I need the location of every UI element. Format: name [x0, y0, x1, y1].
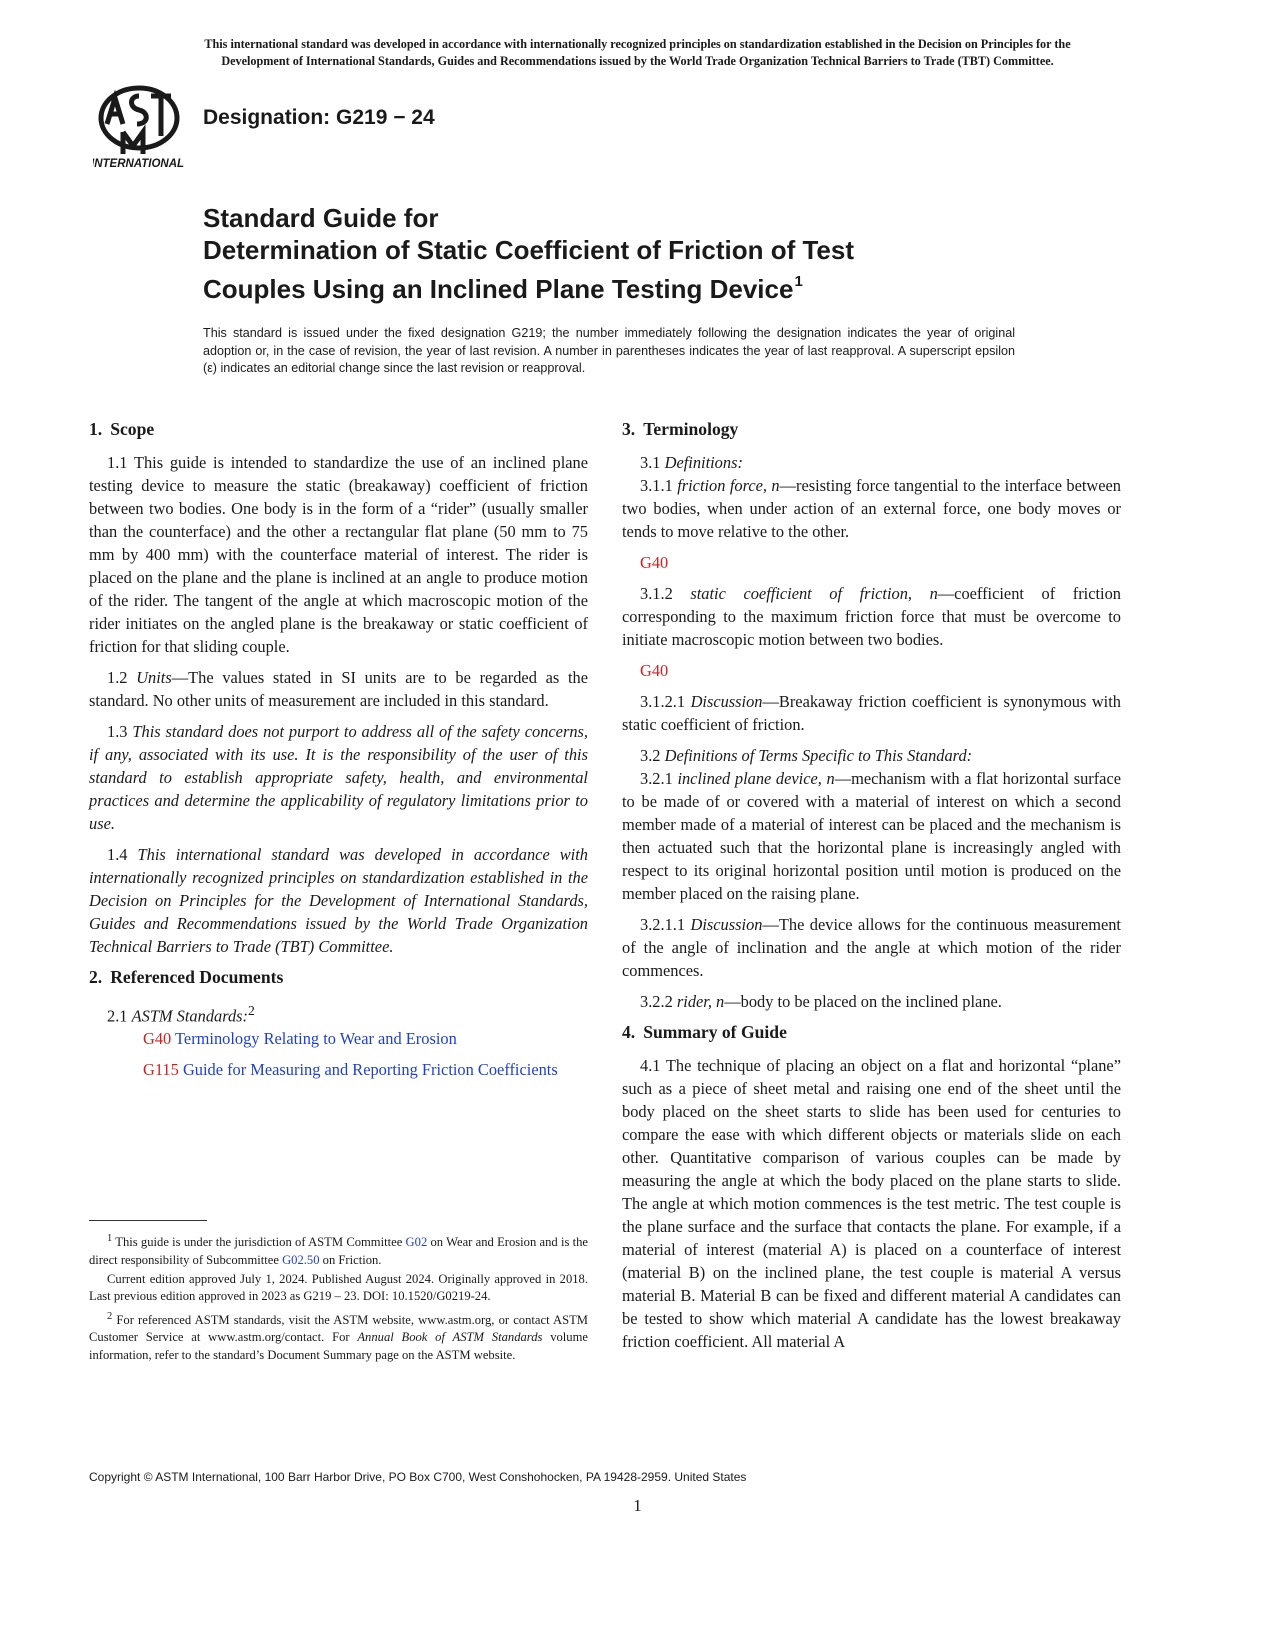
- footnote-mark: 2: [248, 1003, 255, 1018]
- top-notice-line: Development of International Standards, Guides and Recommendations issued by the World Trade Organization Technical Barriers to Trade (TBT) Committee.: [221, 54, 1054, 68]
- definition-3-2-2: [622, 990, 1121, 1013]
- para-number: 3.1.2: [640, 584, 673, 603]
- term-definition: —body to be placed on the inclined plane.: [724, 992, 1002, 1011]
- term-definition: —Breakaway friction coefficient is synonymous with static coefficient of friction.: [622, 692, 1121, 734]
- para-number: 2.1: [107, 1006, 128, 1026]
- section-title: Terminology: [643, 419, 739, 439]
- para-number: 1.2: [107, 668, 128, 687]
- top-notice: [80, 36, 1195, 70]
- document-title: [203, 202, 1163, 305]
- definition-source-link[interactable]: G40: [640, 553, 669, 572]
- scope-1-2: [89, 666, 588, 712]
- para-number: 3.1.1: [640, 476, 673, 495]
- reference-g115[interactable]: [89, 1058, 588, 1081]
- para-number: 3.2.1: [640, 769, 673, 788]
- astm-standards-subheading: [89, 999, 588, 1027]
- discussion-3-1-2-1: [622, 690, 1121, 736]
- section-title: Summary of Guide: [643, 1022, 787, 1042]
- para-number: 1.3: [107, 722, 128, 741]
- subcommittee-link[interactable]: G02.50: [282, 1252, 320, 1267]
- term-name: Discussion: [690, 692, 763, 711]
- section-number: 3.: [622, 419, 636, 439]
- para-number: 3.2: [640, 746, 661, 765]
- title-line-1: Standard Guide for: [203, 203, 439, 233]
- issued-note: This standard is issued under the fixed designation G219; the number immediately following the designation indicates the year of original adoption or, in the case of revision, the year of last revision. A number in parentheses indicates the year of last reapproval. A superscript epsilon (ε) indicates an editorial change since the last revision or reapproval.: [203, 326, 1015, 375]
- scope-1-3: [89, 720, 588, 835]
- footnote-mark: 2: [107, 1310, 113, 1322]
- footnote-mark: 1: [107, 1233, 113, 1244]
- summary-4-1: 4.1 The technique of placing an object on a flat and horizontal “plane” such as a piece of sheet metal and raising one end of the sheet until the body placed on the sheet starts to slide has been used for centuries to compare the ease with which different objects or materials slide on each other. Quantitative comparison of various couples can be made by measuring the angle at which the body placed on the plane starts to slide. The angle at which motion commences is the test metric. The test couple is the plane surface and the surface that contacts the plane. For example, if a material of interest (material A) is placed on a counterface of interest (material B) on the inclined plane, the test couple is material A versus material B. Material B can be fixed and different material A candidates can be tested to show which material A candidate has the lowest breakaway friction coefficient. All material A: [622, 1056, 1121, 1351]
- astm-logo-icon: [93, 84, 193, 174]
- scope-heading: [89, 418, 588, 441]
- term-definition: —resisting force tangential to the interface between two bodies, when under action of an external force, one body moves or tends to move relative to the other.: [622, 476, 1121, 541]
- reference-code[interactable]: G115: [143, 1060, 179, 1080]
- para-number: 3.1.2.1: [640, 692, 686, 711]
- scope-1-4: [89, 843, 588, 958]
- reference-g40[interactable]: [89, 1027, 588, 1050]
- top-notice-line: This international standard was developed in accordance with internationally recognized principles on standardization established in the Decision on Principles for the: [204, 37, 1071, 51]
- title-line-3-text: Couples Using an Inclined Plane Testing Device: [203, 274, 794, 304]
- para-term: Definitions:: [664, 453, 743, 472]
- footnote-divider: [89, 1220, 207, 1221]
- astm-logo: [93, 84, 193, 174]
- specific-definitions-subheading: [622, 744, 1121, 767]
- left-column: [89, 418, 588, 1089]
- discussion-3-2-1-1: [622, 913, 1121, 982]
- title-footnote-mark: 1: [794, 273, 803, 290]
- term-name: rider, n: [676, 992, 725, 1011]
- para-term: Units: [136, 668, 172, 687]
- term-name: Discussion: [690, 915, 763, 934]
- footnote-text: For referenced ASTM standards, visit the ASTM website, www.astm.org, or contact ASTM Customer Service at www.astm.org/contact. For: [89, 1313, 589, 1345]
- committee-link[interactable]: G02: [405, 1235, 428, 1250]
- right-column: [622, 418, 1121, 1361]
- definition-source-link[interactable]: G40: [640, 661, 669, 680]
- footnote-italic-text: Annual Book of ASTM Standards: [357, 1330, 543, 1345]
- copyright-line: Copyright © ASTM International, 100 Barr Harbor Drive, PO Box C700, West Conshohocken, PA 19428-2959. United States: [89, 1470, 747, 1484]
- title-line-3: [203, 266, 1163, 305]
- term-name: inclined plane device, n: [677, 769, 835, 788]
- definition-3-1-2: [622, 582, 1121, 651]
- footnote-text: This guide is under the jurisdiction of ASTM Committee: [115, 1235, 406, 1250]
- logo-text: INTERNATIONAL: [93, 158, 185, 170]
- term-name: friction force, n: [677, 476, 780, 495]
- footnotes: [89, 1230, 588, 1366]
- terminology-heading: [622, 418, 1121, 441]
- para-text: This standard does not purport to address all of the safety concerns, if any, associated with its use. It is the responsibility of the user of this standard to establish appropriate safety, health, and environmental practices and determine the applicability of regulatory limitations prior to use.: [89, 722, 588, 833]
- title-line-2: Determination of Static Coefficient of Friction of Test: [203, 235, 854, 265]
- footnote-text: on Wear and Erosion and is the direct responsibility of Subcommittee: [89, 1235, 588, 1267]
- footnote-text: volume information, refer to the standard’s Document Summary page on the ASTM website.: [89, 1330, 588, 1362]
- reference-title-link[interactable]: Terminology Relating to Wear and Erosion: [175, 1029, 457, 1049]
- para-number: 3.2.2: [640, 992, 673, 1011]
- para-text: —The values stated in SI units are to be regarded as the standard. No other units of measurement are included in this standard.: [89, 668, 588, 710]
- term-definition: —mechanism with a flat horizontal surface to be made of or covered with a material of interest on which a second member made of a material of interest can be placed and the mechanism is then actuated such that the horizontal plane is increasingly angled with respect to its original horizontal position until motion is produced on the member placed on the raising plane.: [622, 769, 1122, 903]
- reference-title-link[interactable]: Guide for Measuring and Reporting Friction Coefficients: [182, 1060, 558, 1080]
- para-number: 3.1: [640, 453, 661, 472]
- para-text: This international standard was developed in accordance with internationally recognized principles on standardization established in the Decision on Principles for the Development of International Standards, Guides and Recommendations issued by the World Trade Organization Technical Barriers to Trade (TBT) Committee.: [89, 845, 588, 956]
- para-number: 1.4: [107, 845, 128, 864]
- para-term: ASTM Standards:: [131, 1006, 249, 1026]
- section-number: 4.: [622, 1022, 636, 1042]
- footnote-1: [89, 1230, 588, 1269]
- section-number: 2.: [89, 967, 103, 987]
- referenced-documents-heading: [89, 966, 588, 989]
- section-title: Scope: [110, 419, 155, 439]
- definition-3-2-1: [622, 767, 1121, 905]
- para-number: 3.2.1.1: [640, 915, 686, 934]
- term-definition: —The device allows for the continuous measurement of the angle of inclination and the angle at which motion of the rider commences.: [622, 915, 1121, 980]
- reference-code[interactable]: G40: [143, 1029, 172, 1049]
- footnote-text: on Friction.: [319, 1252, 382, 1267]
- summary-heading: [622, 1021, 1121, 1044]
- term-name: static coefficient of friction, n: [690, 584, 938, 603]
- para-term: Definitions of Terms Specific to This Standard:: [664, 746, 973, 765]
- footnote-2: [89, 1308, 588, 1364]
- scope-1-1: 1.1 This guide is intended to standardize the use of an inclined plane testing device to measure the static (breakaway) coefficient of friction between two bodies. One body is in the form of a “rider” (usually smaller than the counterface) and the other a rectangular flat plane (50 mm to 75 mm by 400 mm) with the counterface material of interest. The rider is placed on the plane and the plane is inclined at an angle to produce motion of the rider. The tangent of the angle at which macroscopic motion of the rider initiates on the angled plane is the breakaway or static coefficient of friction for that sliding couple.: [89, 453, 588, 656]
- section-number: 1.: [89, 419, 103, 439]
- page-number: 1: [633, 1496, 642, 1515]
- definitions-subheading: [622, 451, 1121, 474]
- footnote-edition: Current edition approved July 1, 2024. Published August 2024. Originally approved in 2018. Last previous edition approved in 2023 as G219 – 23. DOI: 10.1520/G0219-24.: [89, 1272, 588, 1304]
- definition-3-1-1: [622, 474, 1121, 543]
- term-definition: —coefficient of friction corresponding to the maximum friction force that must be overcome to initiate macroscopic motion between two bodies.: [622, 584, 1122, 649]
- designation: Designation: G219 − 24: [203, 106, 435, 129]
- section-title: Referenced Documents: [110, 967, 284, 987]
